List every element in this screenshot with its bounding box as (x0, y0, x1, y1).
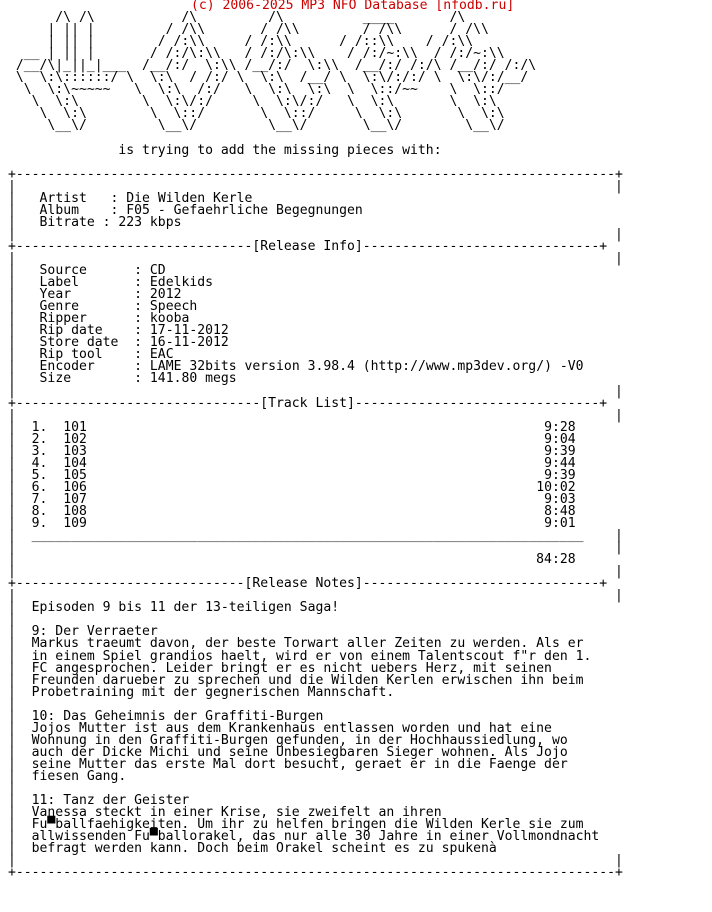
border-side: | | (8, 250, 623, 266)
track-time: 9:04 (544, 431, 576, 447)
track-title: 109 (63, 516, 87, 532)
border-bottom: +----------------------------------------------------------------------------+ (8, 865, 623, 881)
logo-line-text: | || | / /\\ / /\\ / /\\ / /\\ (8, 22, 497, 38)
track-title: 104 (63, 455, 87, 471)
note-line: | befragt werden kann. Doch beim Orakel scheint es zu spukenà (8, 841, 497, 857)
artist-row: | Artist : Die Wilden Kerle (8, 190, 253, 206)
note-text: Probetraining mit der gegnerischen Mannschaft. (31, 684, 395, 700)
logo-line (8, 120, 623, 132)
release-info-row: | Ripper : kooba (8, 311, 190, 327)
info-value: Edelkids (149, 275, 213, 291)
release-info-row: | Size : 141.80 megs (8, 371, 237, 387)
note-line: | Wohnung in den Graffiti-Burgen gefunden, in der Hochhaussiedlung, wo (8, 732, 568, 748)
album-label: Album (39, 202, 95, 218)
note-text: fiesen Gang. (31, 769, 127, 784)
track-row: | 9. 109 9:01 (8, 516, 576, 532)
border-side: | | (8, 226, 623, 242)
track-row: | 8. 108 8:48 (8, 503, 576, 519)
note-line: | 11: Tanz der Geister (8, 793, 190, 809)
info-value: kooba (149, 311, 190, 327)
track-title: 105 (63, 467, 87, 483)
track-time: 8:48 (544, 503, 576, 519)
note-text: Freunden darueber zu sprechen und die Wilden Kerlen erwischen ihn beim (31, 672, 584, 688)
note-line: | Probetraining mit der gegnerischen Mannschaft. (8, 684, 395, 700)
info-value: 2012 (149, 287, 182, 303)
tagline: is trying to add the missing pieces with: (8, 142, 442, 158)
info-label: Ripper (39, 311, 127, 327)
note-text: Wohnung in den Graffiti-Burgen gefunden, in der Hochhaussiedlung, wo (31, 732, 568, 748)
note-text: 9: Der Verraeter (31, 624, 158, 640)
release-info-list (8, 265, 623, 385)
border-side: | | (8, 407, 623, 423)
info-label: Label (39, 275, 127, 291)
note-line: | 9: Der Verraeter (8, 624, 158, 640)
release-notes-header: +-----------------------------[Release Notes]------------------------------+ (8, 576, 608, 592)
track-row: | 3. 103 9:39 (8, 443, 576, 459)
release-info-row: | Label : Edelkids (8, 275, 213, 291)
track-number: 2. (31, 431, 48, 447)
note-line: | (8, 612, 32, 628)
info-value: 17-11-2012 (149, 323, 229, 339)
total-time: 84:28 (536, 552, 576, 568)
ascii-logo (8, 12, 623, 132)
track-list (8, 419, 623, 532)
note-line: | FC angesprochen. Leider bringt er es nicht uebers Herz, mit seinen (8, 660, 552, 676)
note-text: Markus traeumt davon, der beste Torwart aller Zeiten zu werden. Als er (31, 636, 584, 652)
release-info-row: | Year : 2012 (8, 287, 182, 303)
release-info-header: +------------------------------[Release Info]------------------------------+ (8, 238, 608, 254)
release-info-row: | Encoder : LAME 32bits version 3.98.4 (http://www.mp3dev.org/) -V0 (8, 359, 584, 375)
track-time: 9:39 (544, 467, 576, 483)
info-label: Encoder (39, 359, 127, 375)
total-row: | 84:28 (8, 552, 576, 568)
bitrate-value: 223 kbps (118, 214, 182, 230)
release-info-row: | Genre : Speech (8, 299, 198, 315)
track-row: | 1. 101 9:28 (8, 419, 576, 435)
track-time: 9:44 (544, 455, 576, 471)
track-list-title: [Track List] (260, 395, 355, 411)
note-text: in einem Spiel grandios haelt, wird er von einem Talentscout f"r den 1. (31, 648, 592, 664)
logo-line-text: /__/\|_||_|___ /__/:/ \:\\ /__/:/ \:\\ /__/:/ /:/\ /__/:/ /:/\ (8, 58, 545, 74)
info-value: 141.80 megs (149, 371, 237, 387)
artist-value: Die Wilden Kerle (126, 190, 253, 206)
logo-line-text: \ \:\::::::/ \ \:\ / /:/ \ \:\ /__/ \ \:\/:/:/ \ \:\/:/__/ (8, 70, 529, 86)
logo-line-text: \ \:\ \ \::/ \ \::/ \ \:\ \ \:\ (8, 106, 513, 122)
info-value: 16-11-2012 (149, 335, 229, 351)
album-row: | Album : F05 - Gefaehrliche Begegnungen (8, 202, 363, 218)
note-line: | Freunden darueber zu sprechen und die Wilden Kerlen erwischen ihn beim (8, 672, 584, 688)
track-number: 1. (31, 419, 48, 435)
note-line: | Jojos Mutter ist aus dem Krankenhaus entlassen worden und hat eine (8, 720, 552, 736)
note-text: Vanessa steckt in einer Krise, sie zweifelt an ihren (31, 805, 442, 821)
note-line: | Markus traeumt davon, der beste Torwart aller Zeiten zu werden. Als er (8, 636, 584, 652)
logo-line-text: \__\/ \__\/ \__\/ \__\/ \__\/ (8, 118, 513, 134)
release-info-row: | Rip tool : EAC (8, 347, 174, 363)
note-line: | Vanessa steckt in einer Krise, sie zweifelt an ihren (8, 805, 442, 821)
border-side: | | (8, 540, 623, 556)
note-text: Episoden 9 bis 11 der 13-teiligen Saga! (31, 600, 340, 616)
border-side: | | (8, 178, 623, 194)
note-line: | auch der Dicke Michi und seine Unbesiegbaren Sieger wohnen. Als Jojo (8, 744, 568, 760)
note-line: | 10: Das Geheimnis der Graffiti-Burgen (8, 708, 324, 724)
logo-line-text: | || | / /:\\ / /:\\ / /::\\ / /:\\ (8, 34, 481, 50)
copyright-header[interactable]: (c) 2006-2025 MP3 NFO Database [nfodb.ru] (191, 0, 515, 13)
track-number: 8. (31, 503, 48, 519)
track-title: 103 (63, 443, 87, 459)
note-text: allwissenden Fu▀ballorakel, das nur alle 30 Jahre in einer Vollmondnacht (31, 829, 600, 845)
logo-line-text: \ \:\~~~~~ \ \:\ /:/ \ \:\ \:\ \ \::/~~ \ \::/ (8, 82, 513, 98)
track-title: 106 (63, 479, 87, 495)
info-label: Year (39, 287, 127, 303)
note-text: befragt werden kann. Doch beim Orakel scheint es zu spukenà (31, 841, 497, 857)
border-side: | | (8, 853, 623, 869)
info-label: Store date (39, 335, 127, 351)
album-value: F05 - Gefaehrliche Begegnungen (126, 202, 363, 218)
border-top: +----------------------------------------------------------------------------+ (8, 166, 623, 182)
info-value: Speech (149, 299, 198, 315)
info-label: Rip tool (39, 347, 127, 363)
note-text: 11: Tanz der Geister (31, 793, 190, 809)
border-side: | | (8, 564, 623, 580)
note-line: | (8, 781, 32, 797)
track-title: 108 (63, 503, 87, 519)
release-notes (8, 602, 623, 855)
track-row: | 2. 102 9:04 (8, 431, 576, 447)
release-info-title: [Release Info] (252, 238, 363, 254)
track-number: 7. (31, 491, 48, 507)
release-notes-title: [Release Notes] (244, 576, 363, 592)
bitrate-label: Bitrate (39, 214, 95, 230)
track-number: 6. (31, 479, 48, 495)
track-row: | 4. 104 9:44 (8, 455, 576, 471)
note-text: Jojos Mutter ist aus dem Krankenhaus entlassen worden und hat eine (31, 720, 552, 736)
track-title: 101 (63, 419, 87, 435)
border-side: | | (8, 383, 623, 399)
nfo-document (8, 0, 623, 879)
track-title: 102 (63, 431, 87, 447)
track-time: 10:02 (536, 479, 576, 495)
note-text: auch der Dicke Michi und seine Unbesiegbaren Sieger wohnen. Als Jojo (31, 744, 568, 760)
release-info-row: | Source : CD (8, 263, 166, 279)
logo-line-text: \ \:\ \ \:\/:/ \ \:\/:/ \ \:\ \ \:\ (8, 94, 505, 110)
track-time: 9:03 (544, 491, 576, 507)
logo-line-text: __ | || | / /:/\:\\ / /:/\:\\ / /:/~:\\ / /:/~:\\ (8, 46, 513, 62)
note-line: | fiesen Gang. (8, 769, 127, 784)
track-number: 3. (31, 443, 48, 459)
note-text: 10: Das Geheimnis der Graffiti-Burgen (31, 708, 324, 724)
info-label: Genre (39, 299, 127, 315)
track-row: | 5. 105 9:39 (8, 467, 576, 483)
track-time: 9:39 (544, 443, 576, 459)
release-info-row: | Rip date : 17-11-2012 (8, 323, 229, 339)
info-value: CD (149, 263, 166, 279)
info-label: Source (39, 263, 127, 279)
border-side: | | (8, 588, 623, 604)
track-separator: | ______________________________________________________________________ | (8, 528, 623, 544)
track-row: | 6. 106 10:02 (8, 479, 576, 495)
info-label: Size (39, 371, 127, 387)
logo-line-text: /\ /\ /\ /\ ____ /\ (8, 10, 474, 26)
note-line: | Episoden 9 bis 11 der 13-teiligen Saga! (8, 600, 340, 616)
track-number: 5. (31, 467, 48, 483)
note-line: | Fu▀ballfaehigkeiten. Um ihr zu helfen bringen die Wilden Kerle sie zum (8, 817, 584, 833)
note-text: seine Mutter das erste Mal dort besucht, geraet er in die Faenge der (31, 756, 568, 772)
track-time: 9:01 (544, 516, 576, 532)
bitrate-row: | Bitrate : 223 kbps (8, 214, 182, 230)
note-line: | (8, 696, 32, 712)
track-row: | 7. 107 9:03 (8, 491, 576, 507)
track-number: 4. (31, 455, 48, 471)
info-value: LAME 32bits version 3.98.4 (http://www.mp3dev.org/) -V0 (149, 359, 584, 375)
note-text: Fu▀ballfaehigkeiten. Um ihr zu helfen bringen die Wilden Kerle sie zum (31, 817, 584, 833)
track-number: 9. (31, 516, 48, 532)
release-info-row: | Store date : 16-11-2012 (8, 335, 229, 351)
track-time: 9:28 (544, 419, 576, 435)
track-list-header: +-------------------------------[Track List]-------------------------------+ (8, 395, 608, 411)
track-title: 107 (63, 491, 87, 507)
note-line: | seine Mutter das erste Mal dort besucht, geraet er in die Faenge der (8, 756, 568, 772)
note-line: | allwissenden Fu▀ballorakel, das nur alle 30 Jahre in einer Vollmondnacht (8, 829, 600, 845)
artist-label: Artist (39, 190, 95, 206)
note-line: | in einem Spiel grandios haelt, wird er von einem Talentscout f"r den 1. (8, 648, 592, 664)
info-label: Rip date (39, 323, 127, 339)
info-value: EAC (149, 347, 174, 363)
note-text: FC angesprochen. Leider bringt er es nicht uebers Herz, mit seinen (31, 660, 552, 676)
